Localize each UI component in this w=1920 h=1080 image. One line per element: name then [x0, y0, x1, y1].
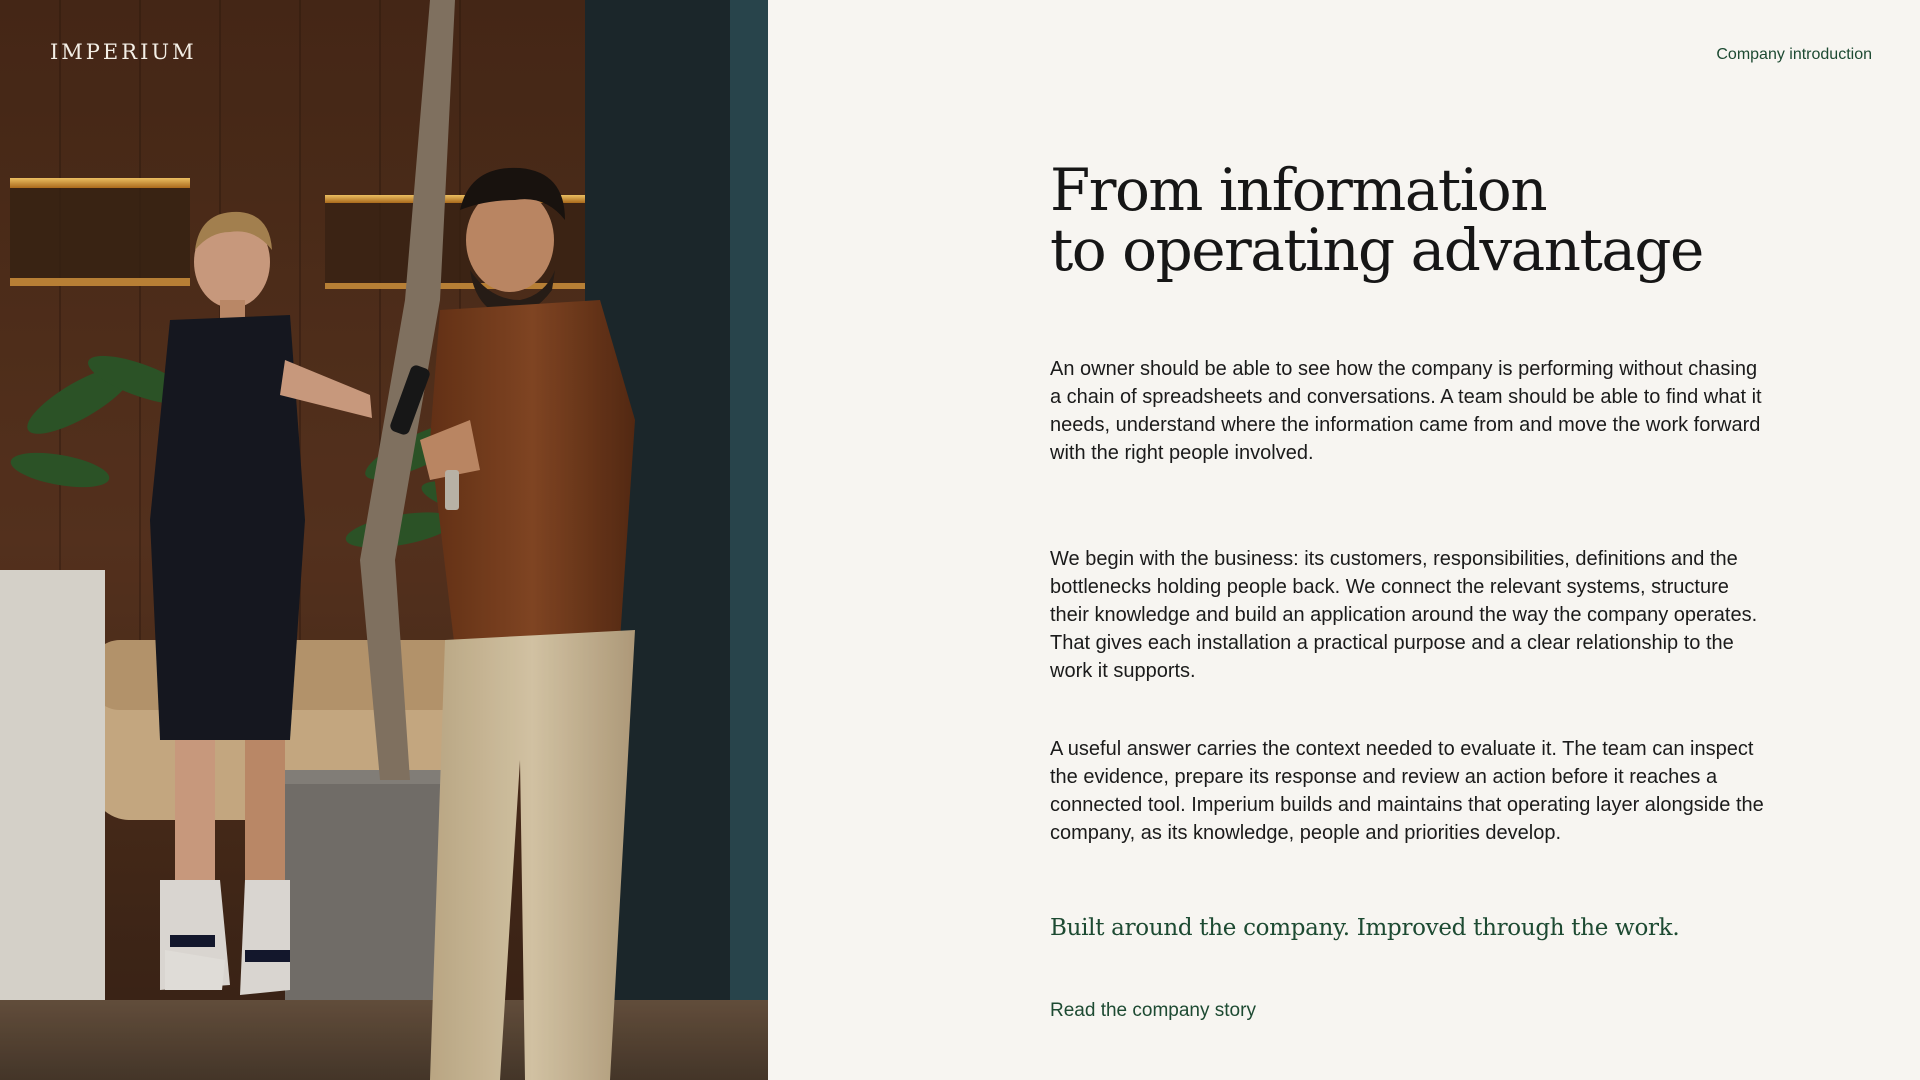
photo-illustration	[0, 0, 768, 1080]
headline-line-1: From information	[1050, 156, 1547, 224]
brand-logo[interactable]: IMPERIUM	[50, 40, 197, 64]
company-introduction-link[interactable]: Company introduction	[1716, 46, 1872, 63]
read-company-story-link[interactable]: Read the company story	[1050, 1000, 1256, 1021]
headline-line-2: to operating advantage	[1050, 216, 1703, 284]
intro-paragraph-3: A useful answer carries the context needed to evaluate it. The team can inspect the evidence, prepare its response and review an action before it reaches a connected tool. Imperium builds and maintains that operating layer alongside the company, as its knowledge, people and priorities develop.	[1050, 738, 1764, 844]
intro-paragraph-1: An owner should be able to see how the company is performing without chasing a chain of spreadsheets and conversations. A team should be able to find what it needs, understand where the information came from and move the work forward with the right people involved.	[1050, 358, 1762, 464]
main-content	[1050, 156, 1770, 1021]
page-headline	[1050, 156, 1770, 284]
hero-photo	[0, 0, 768, 1080]
tagline: Built around the company. Improved through the work.	[1050, 915, 1680, 941]
intro-paragraph-2: We begin with the business: its customers, responsibilities, definitions and the bottlenecks holding people back. We connect the relevant systems, structure their knowledge and build an application around the way the company operates. That gives each installation a practical purpose and a clear relationship to the work it supports.	[1050, 548, 1758, 682]
